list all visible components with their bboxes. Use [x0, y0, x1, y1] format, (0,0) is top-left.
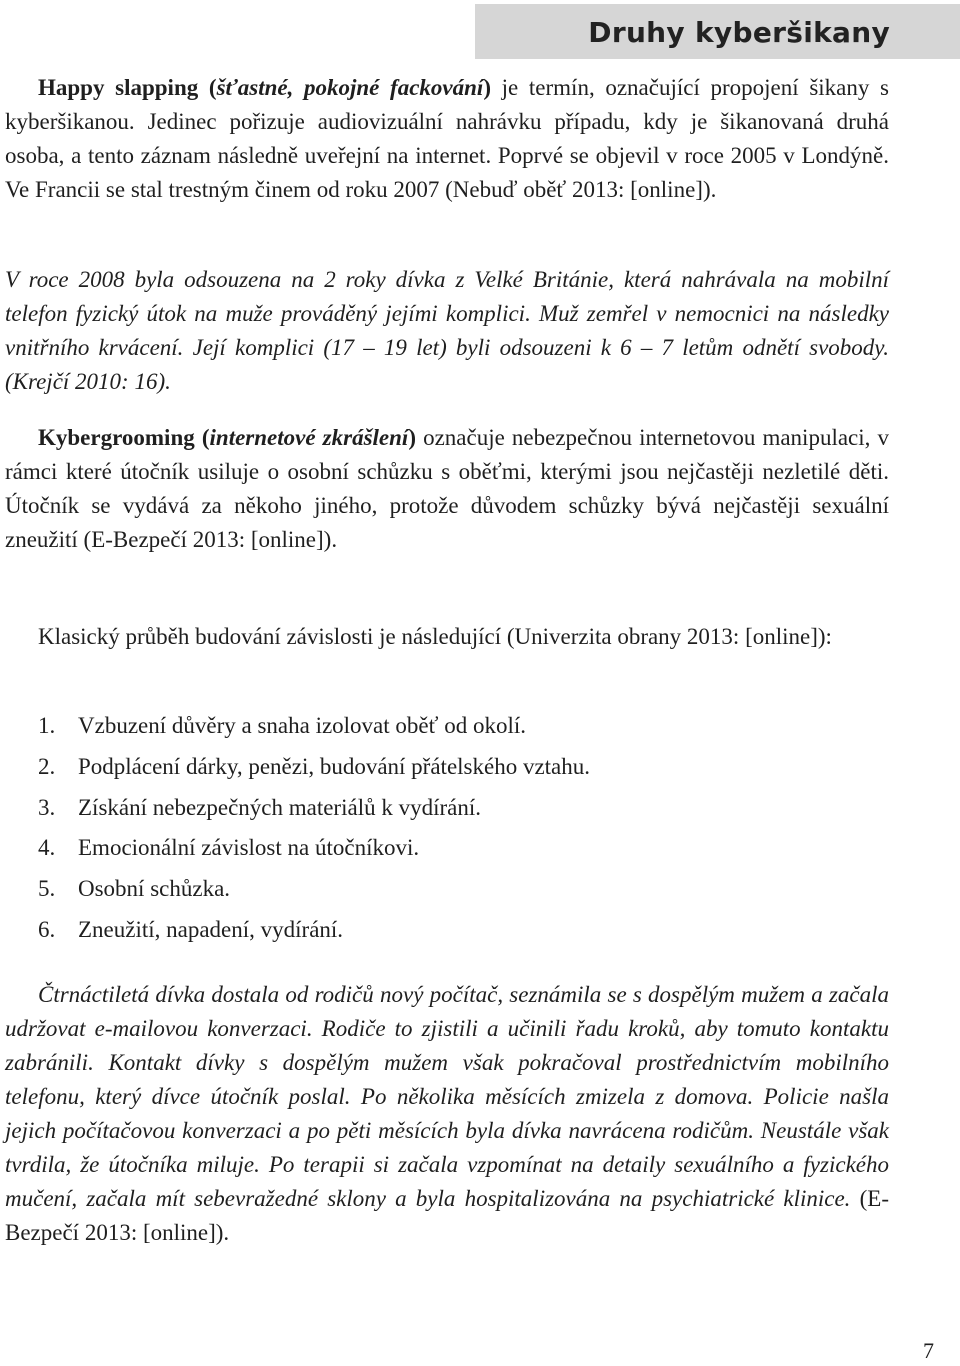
list-text: Podplácení dárky, penězi, budování přátelského vztahu. [78, 753, 591, 779]
list-number: 1. [38, 713, 56, 738]
list-item [38, 788, 590, 829]
list-number: 2. [38, 753, 56, 779]
case-example-text: V roce 2008 byla odsouzena na 2 roky dívka z Velké Británie, která nahrávala na mobilní telefon fyzický útok na muže prováděný jejími komplici. Muž zemřel v nemocnici na následky vnitřního krvácení. Její komplici (17 – 19 let) byli odsouzeni k 6 – 7 letům odnětí svobody. (Krejčí 2010: 16). [5, 267, 889, 394]
list-number: 5. [38, 876, 56, 902]
list-number: 3. [38, 794, 56, 820]
term-kybergrooming: Kybergrooming [38, 425, 195, 450]
page-number: 7 [923, 1338, 934, 1363]
paren-close: ) [483, 75, 491, 100]
paragraph-case-example-1 [5, 263, 889, 399]
term-translation: šťastné, pokojné fackování [216, 75, 484, 100]
paragraph-case-example-2 [5, 978, 889, 1250]
paragraph-kybergrooming [5, 421, 889, 557]
paragraph-happy-slapping [5, 71, 889, 207]
chapter-header-band [475, 4, 960, 59]
list-item [38, 910, 590, 951]
list-text: Zneužití, napadení, vydírání. [78, 916, 344, 942]
list-number: 4. [38, 835, 56, 861]
list-item [38, 747, 590, 788]
list-item [38, 869, 590, 910]
list-number: 6. [38, 916, 56, 942]
chapter-title: Druhy kyberšikany [588, 16, 890, 49]
paren-open: ( [198, 75, 217, 100]
dependency-steps-list [38, 706, 590, 951]
paragraph-list-intro [5, 619, 889, 655]
citation: (E-Bezpečí 2013: [online]). [5, 1186, 889, 1245]
list-item [38, 828, 590, 869]
list-text: Získání nebezpečných materiálů k vydírání. [78, 794, 481, 820]
list-intro-text: Klasický průběh budování závislosti je následující (Univerzita obrany 2013: [online]): [38, 624, 832, 649]
paragraph-text: je termín, označující propojení šikany s kyberšikanou. Jedinec pořizuje audiovizuální nahrávku případu, kdy je šikanovaná druhá osoba, a tento záznam následně uveřejní na internet. Poprvé se objevil v roce 2005 v Londýně. Ve Francii se stal trestným činem od roku 2007 (Nebuď oběť 2013: [online]). [5, 75, 889, 202]
term-translation: internetové zkrášlení [209, 425, 409, 450]
list-text: Osobní schůzka. [78, 876, 231, 902]
list-text: Vzbuzení důvěry a snaha izolovat oběť od okolí. [78, 713, 526, 738]
term-happy-slapping: Happy slapping [38, 75, 199, 100]
list-item [38, 706, 590, 747]
paren-close: ) [408, 425, 416, 450]
paragraph-text: označuje nebezpečnou internetovou manipulaci, v rámci které útočník usiluje o osobní schůzku s oběťmi, kterými jsou nejčastěji nezletilé děti. Útočník se vydává za někoho jiného, protože důvodem schůzky bývá nejčastěji sexuální zneužití (E-Bezpečí 2013: [online]). [5, 425, 890, 552]
paren-open: ( [194, 425, 210, 450]
case-example-text: Čtrnáctiletá dívka dostala od rodičů nový počítač, seznámila se s dospělým mužem a začala udržovat e-mailovou konverzaci. Rodiče to zjistili a učinili řadu kroků, aby tomuto kontaktu zabránili. Kontakt dívky s dospělým mužem však pokračoval prostřednictvím mobilního telefonu, který dívce útočník poslal. Po několika měsících zmizela z domova. Policie našla jejich počítačovou konverzaci a po pěti měsících byla dívka navrácena rodičům. Neustále však tvrdila, že útočníka miluje. Po terapii si začala vzpomínat na detaily sexuálního a fyzického mučení, začala mít sebevražedné sklony a byla hospitalizována na psychiatrické klinice. [5, 982, 889, 1211]
list-text: Emocionální závislost na útočníkovi. [78, 835, 420, 861]
